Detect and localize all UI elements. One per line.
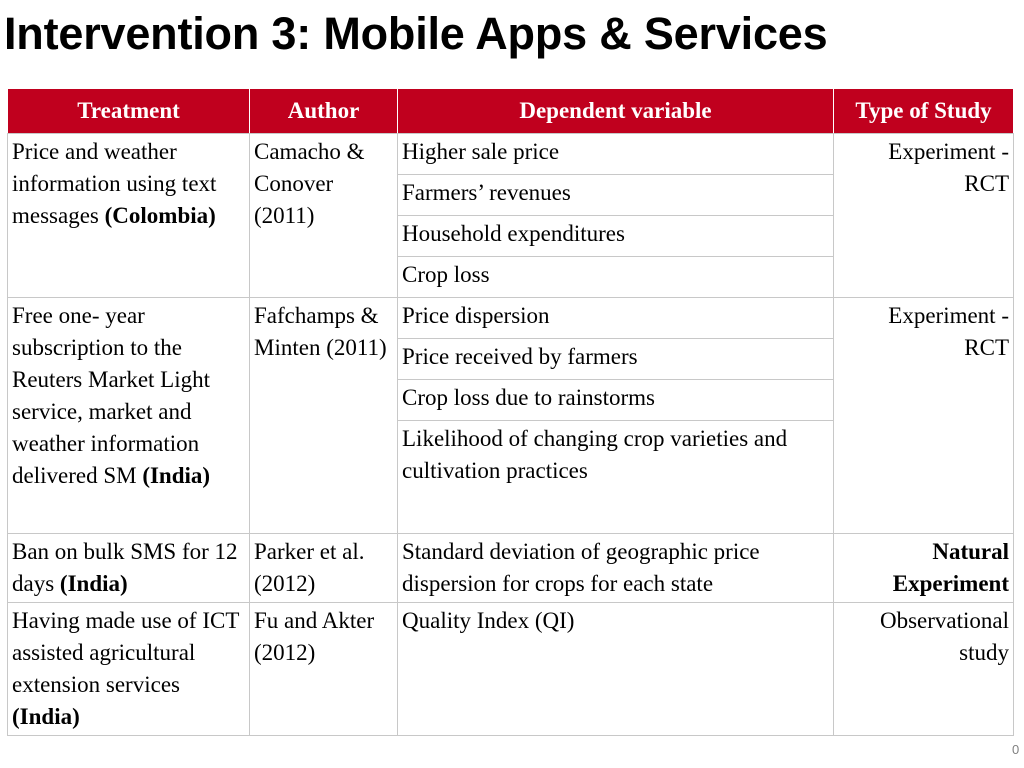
studies-table (7, 88, 1014, 736)
table-row (8, 603, 1014, 736)
dependent-variable-cell: Crop loss (398, 257, 834, 298)
treatment-cell (8, 534, 250, 603)
study-type-cell: Experiment - RCT (834, 134, 1014, 298)
study-type-cell: Observational study (834, 603, 1014, 736)
header-author: Author (250, 89, 398, 134)
treatment-text: Ban on bulk SMS for 12 days (12, 539, 238, 596)
table-row (8, 134, 1014, 175)
slide-title: Intervention 3: Mobile Apps & Services (4, 8, 828, 59)
dependent-variable-cell: Household expenditures (398, 216, 834, 257)
dependent-variable-cell: Quality Index (QI) (398, 603, 834, 736)
treatment-cell (8, 298, 250, 534)
treatment-cell (8, 603, 250, 736)
header-treatment: Treatment (8, 89, 250, 134)
dependent-variable-cell: Price received by farmers (398, 339, 834, 380)
dependent-variable-cell: Likelihood of changing crop varieties and cultivation practices (398, 421, 834, 534)
treatment-country: (India) (59, 571, 128, 596)
header-type-of-study: Type of Study (834, 89, 1014, 134)
treatment-cell (8, 134, 250, 298)
header-dependent-variable: Dependent variable (398, 89, 834, 134)
dependent-variable-cell: Price dispersion (398, 298, 834, 339)
dependent-variable-cell: Crop loss due to rainstorms (398, 380, 834, 421)
dependent-variable-cell: Higher sale price (398, 134, 834, 175)
treatment-country: (India) (142, 463, 211, 488)
header-row (8, 89, 1014, 134)
author-cell: Camacho & Conover (2011) (250, 134, 398, 298)
treatment-text: Having made use of ICT assisted agricultural extension services (12, 608, 239, 697)
treatment-text: Price and weather information using text messages (12, 139, 217, 228)
table-row (8, 534, 1014, 603)
dependent-variable-cell: Standard deviation of geographic price dispersion for crops for each state (398, 534, 834, 603)
study-type-cell: Experiment - RCT (834, 298, 1014, 534)
slide-number: 0 (1012, 742, 1020, 757)
author-cell: Parker et al. (2012) (250, 534, 398, 603)
table-row (8, 298, 1014, 339)
dependent-variable-cell: Farmers’ revenues (398, 175, 834, 216)
treatment-country: (India) (12, 704, 80, 729)
author-cell: Fu and Akter (2012) (250, 603, 398, 736)
study-type-cell: Natural Experiment (834, 534, 1014, 603)
author-cell: Fafchamps & Minten (2011) (250, 298, 398, 534)
treatment-country: (Colombia) (104, 203, 216, 228)
treatment-text: Free one- year subscription to the Reuters Market Light service, market and weather information delivered SM (12, 303, 211, 488)
